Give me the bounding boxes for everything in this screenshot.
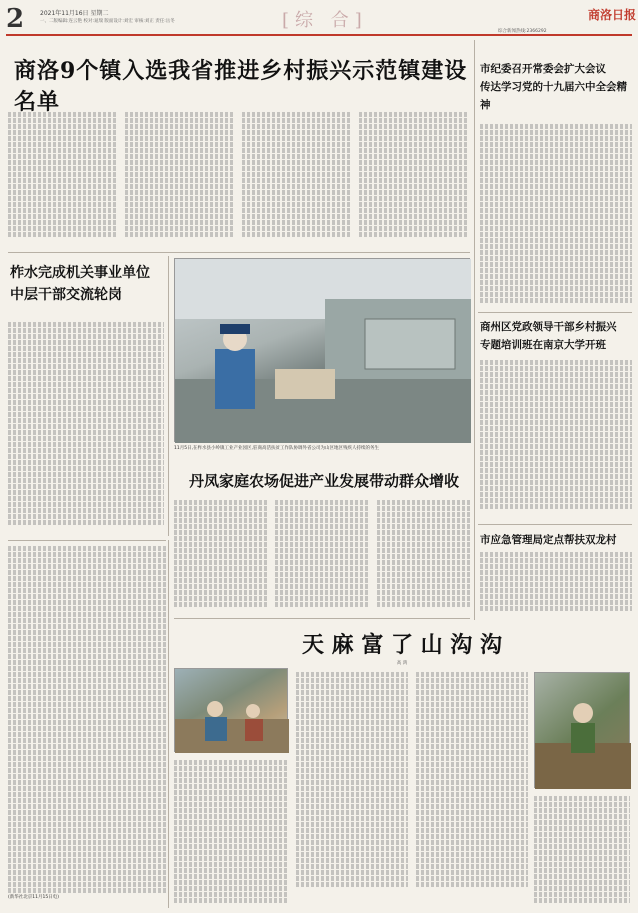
bottom-col-2 <box>296 672 408 908</box>
bottom-headline: 天 麻 富 了 山 沟 沟 <box>302 632 502 658</box>
section-divider <box>8 252 470 253</box>
lead-col-2 <box>125 112 234 238</box>
issue-date: 2021年11月16日 星期二 <box>40 10 109 17</box>
left-lower-divider <box>8 540 166 541</box>
left-headline-line2: 中层干部交流轮岗 <box>10 287 122 303</box>
farm-photo-2-illustration <box>535 673 631 789</box>
right-headline-1-line2: 传达学习党的十九届六中全会精神 <box>480 81 627 111</box>
factory-worker-photo <box>174 258 470 442</box>
column-divider <box>168 256 169 536</box>
lead-article-body <box>8 112 468 250</box>
right-article-2-body <box>480 360 632 520</box>
photo-illustration <box>175 259 471 443</box>
tianma-farm-photo-1 <box>174 668 288 752</box>
feature-headline: 丹凤家庭农场促进产业发展带动群众增收 <box>188 472 459 490</box>
header-rule <box>6 34 632 36</box>
left-article-body <box>8 322 164 534</box>
right-divider-2 <box>478 524 632 525</box>
right-headline-2-line2: 专题培训班在南京大学开班 <box>480 339 606 351</box>
bottom-col-4 <box>534 796 630 908</box>
right-article-1-body <box>480 124 632 310</box>
xinhua-credit: (新华社北京11月15日电) <box>8 894 59 900</box>
lead-col-4 <box>359 112 468 238</box>
farm-photo-1-illustration <box>175 669 289 753</box>
right-headline-3: 市应急管理局定点帮扶双龙村 <box>480 534 617 546</box>
feature-col-2 <box>275 500 368 608</box>
right-headline-1 <box>480 60 632 114</box>
feature-col-3 <box>377 500 470 608</box>
editor-credits: 一、二版编辑:连云艳 校对:晁瑞 版面设计:刘宏 审核:刘正 责任:岳冬 <box>40 19 175 24</box>
feature-col-1 <box>174 500 267 608</box>
photo-caption: 11月5日,在柞水县小岭镇工业产业园区,驻商高活扶贫工作队协调外省公司为山区地区残疾人持续的务生 <box>174 446 379 451</box>
right-headline-2 <box>480 318 632 354</box>
left-lower-divider-v <box>168 540 169 908</box>
lead-col-3 <box>242 112 351 238</box>
bottom-col-3 <box>416 672 528 908</box>
lead-headline: 商洛9个镇入选我省推进乡村振兴示范镇建设名单 <box>14 58 468 115</box>
right-headline-2-line1: 商州区党政领导干部乡村振兴 <box>480 321 617 333</box>
feature-article-body <box>174 500 470 612</box>
bottom-col-1 <box>174 760 288 908</box>
page-number: 2 <box>6 4 25 34</box>
right-article-3-body <box>480 552 632 618</box>
left-lower-body <box>8 546 166 908</box>
bottom-byline: 高 鸿 <box>396 661 408 666</box>
right-headline-1-line1: 市纪委召开常委会扩大会议 <box>480 63 606 75</box>
right-column-divider <box>474 40 475 620</box>
contact-hotline: 综合新闻热线:2366292 <box>498 29 547 34</box>
right-divider-1 <box>478 312 632 313</box>
left-article-headline <box>10 262 160 306</box>
section-name: [综 合] <box>282 10 368 31</box>
left-headline-line1: 柞水完成机关事业单位 <box>10 265 150 281</box>
bottom-divider <box>174 618 470 619</box>
tianma-farm-photo-2 <box>534 672 630 788</box>
lead-col-1 <box>8 112 117 238</box>
newspaper-logo: 商洛日报 <box>588 8 637 22</box>
